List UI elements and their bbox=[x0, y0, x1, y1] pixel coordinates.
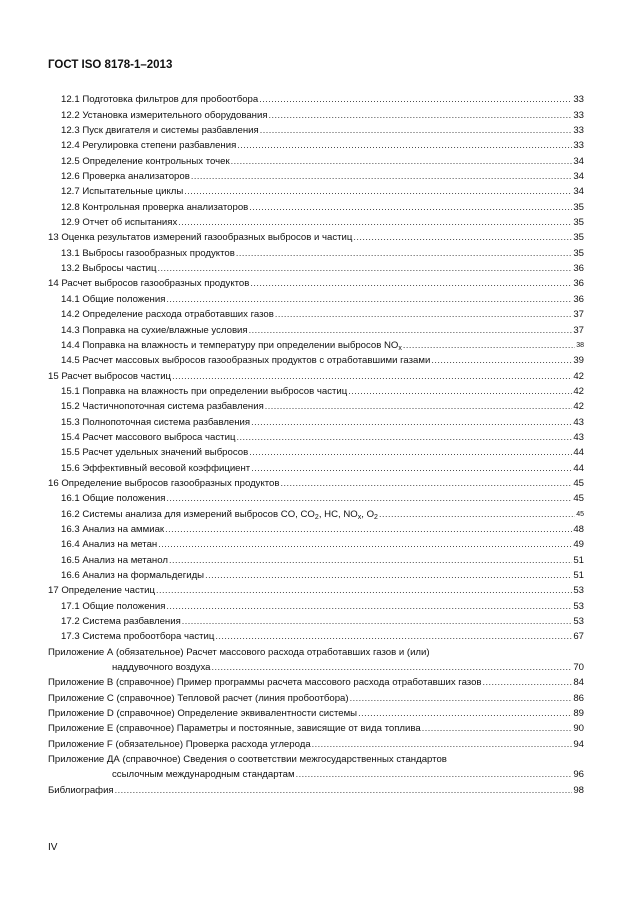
toc-page-number: 44 bbox=[573, 462, 584, 474]
toc-page-number: 33 bbox=[573, 94, 584, 106]
toc-page-number: 34 bbox=[573, 186, 584, 198]
toc-leader-dots bbox=[350, 693, 573, 704]
toc-entry-title: 15.1 Поправка на влажность при определении выбросов частиц bbox=[61, 385, 348, 397]
toc-leader-dots bbox=[169, 555, 572, 566]
toc-entry[interactable] bbox=[48, 612, 584, 627]
toc-page-number: 44 bbox=[573, 447, 584, 459]
toc-page-number: 51 bbox=[573, 570, 584, 581]
toc-entry-title: 14.3 Поправка на сухие/влажные условия bbox=[61, 324, 248, 336]
toc-entry-title: 17 Определение частиц bbox=[48, 585, 156, 597]
toc-entry-title: 12.3 Пуск двигателя и системы разбавления bbox=[61, 125, 259, 137]
toc-leader-dots bbox=[353, 232, 572, 243]
toc-entry[interactable] bbox=[48, 351, 584, 366]
toc-leader-dots bbox=[165, 524, 572, 535]
toc-leader-dots bbox=[358, 708, 572, 719]
toc-leader-dots bbox=[158, 539, 572, 550]
toc-entry[interactable] bbox=[48, 673, 584, 688]
toc-leader-dots bbox=[156, 585, 572, 596]
toc-page-number: 36 bbox=[573, 263, 584, 275]
toc-entry[interactable] bbox=[48, 366, 584, 381]
toc-entry-title: Приложение Е (справочное) Параметры и постоянные, зависящие от вида топлива bbox=[48, 723, 421, 735]
toc-page-number: 48 bbox=[573, 523, 584, 535]
toc-entry[interactable] bbox=[48, 336, 584, 351]
toc-page-number: 39 bbox=[573, 355, 584, 367]
toc-page-number: 35 bbox=[573, 217, 584, 229]
toc-entry[interactable] bbox=[48, 105, 584, 120]
toc-entry[interactable] bbox=[48, 228, 584, 243]
toc-page-number: 84 bbox=[573, 677, 584, 689]
toc-entry-title: ссылочным международным стандартам bbox=[112, 769, 295, 781]
toc-entry[interactable] bbox=[48, 520, 584, 535]
toc-page-number: 43 bbox=[573, 431, 584, 443]
toc-page-number: 42 bbox=[573, 385, 584, 397]
toc-leader-dots bbox=[212, 662, 573, 673]
toc-page-number: 53 bbox=[573, 616, 584, 628]
toc-leader-dots bbox=[312, 739, 573, 750]
toc-page-number: 45 bbox=[576, 510, 584, 518]
toc-entry[interactable] bbox=[48, 151, 584, 166]
toc-entry-title: 14.1 Общие положения bbox=[61, 293, 166, 305]
toc-entry-title: Приложение В (справочное) Пример программы расчета массового расхода отработавших газов bbox=[48, 677, 482, 689]
toc-entry-title: 12.1 Подготовка фильтров для пробоотбора bbox=[61, 94, 259, 106]
toc-leader-dots bbox=[178, 217, 572, 228]
toc-page-number: 35 bbox=[573, 232, 584, 244]
toc-entry[interactable] bbox=[48, 428, 584, 443]
toc-entry[interactable] bbox=[48, 658, 584, 673]
toc-page-number: 42 bbox=[573, 370, 584, 382]
toc-entry[interactable] bbox=[48, 734, 584, 749]
toc-entry-title: 16.6 Анализ на формальдегиды bbox=[61, 570, 205, 581]
toc-page-number: 94 bbox=[573, 738, 584, 750]
toc-entry[interactable] bbox=[48, 474, 584, 489]
toc-page-number: 51 bbox=[573, 554, 584, 566]
toc-entry[interactable] bbox=[48, 289, 584, 304]
toc-entry-title: 15.6 Эффективный весовой коэффициент bbox=[61, 462, 251, 474]
toc-entry-title: 12.2 Установка измерительного оборудования bbox=[61, 109, 268, 121]
toc-page-number: 89 bbox=[573, 708, 584, 720]
toc-leader-dots bbox=[115, 785, 573, 796]
toc-entry[interactable] bbox=[48, 397, 584, 412]
document-header: ГОСТ ISO 8178-1–2013 bbox=[48, 59, 173, 71]
toc-entry-title: 17.1 Общие положения bbox=[61, 600, 166, 612]
table-of-contents bbox=[48, 90, 584, 796]
toc-leader-dots bbox=[182, 616, 573, 627]
toc-entry-title: 12.8 Контрольная проверка анализаторов bbox=[61, 201, 249, 213]
toc-leader-dots bbox=[249, 325, 573, 336]
toc-entry-title: Приложение D (справочное) Определение эквивалентности системы bbox=[48, 708, 358, 720]
toc-leader-dots bbox=[260, 125, 573, 136]
toc-entry-title: 16.4 Анализ на метан bbox=[61, 539, 158, 551]
toc-leader-dots bbox=[184, 186, 572, 197]
toc-entry-title: 14 Расчет выбросов газообразных продуктов bbox=[48, 278, 250, 290]
toc-entry-title: 13.1 Выбросы газообразных продуктов bbox=[61, 247, 235, 259]
toc-entry-title: 16 Определение выбросов газообразных продуктов bbox=[48, 477, 280, 489]
toc-entry[interactable] bbox=[48, 274, 584, 289]
toc-leader-dots bbox=[249, 202, 572, 213]
toc-page-number: 49 bbox=[573, 539, 584, 551]
page-number: IV bbox=[48, 842, 58, 853]
toc-entry[interactable] bbox=[48, 750, 584, 765]
toc-entry-title: 14.4 Поправка на влажность и температуру при определении выбросов $NO_x$ bbox=[61, 339, 402, 352]
toc-leader-dots bbox=[237, 140, 572, 151]
toc-page-number: 86 bbox=[573, 692, 584, 704]
toc-entry[interactable] bbox=[48, 596, 584, 611]
toc-entry-title: 15 Расчет выбросов частиц bbox=[48, 370, 172, 382]
toc-entry-title: Приложение С (справочное) Тепловой расчет (линия пробоотбора) bbox=[48, 692, 349, 704]
toc-leader-dots bbox=[348, 386, 572, 397]
toc-page-number: 36 bbox=[573, 278, 584, 290]
toc-page-number: 42 bbox=[573, 401, 584, 413]
toc-entry-title: 16.1 Общие положения bbox=[61, 493, 166, 505]
toc-entry-title: 13 Оценка результатов измерений газообразных выбросов и частиц bbox=[48, 232, 353, 244]
toc-entry-title: Приложение А (обязательное) Расчет массового расхода отработавших газов и (или) bbox=[48, 646, 430, 658]
toc-entry-title: 12.7 Испытательные циклы bbox=[61, 186, 184, 198]
toc-entry-title: 12.4 Регулировка степени разбавления bbox=[61, 140, 237, 152]
toc-entry[interactable] bbox=[48, 259, 584, 274]
toc-leader-dots bbox=[191, 171, 573, 182]
toc-entry[interactable] bbox=[48, 458, 584, 473]
toc-leader-dots bbox=[296, 769, 573, 780]
toc-leader-dots bbox=[483, 677, 573, 688]
toc-leader-dots bbox=[251, 417, 572, 428]
toc-page-number: 37 bbox=[573, 324, 584, 336]
toc-leader-dots bbox=[205, 570, 572, 581]
toc-entry-title: 16.2 Системы анализа для измерений выбросов CO, $CO_2$, HC, $NO_x$, $O_2$ bbox=[61, 508, 378, 521]
toc-page-number: 36 bbox=[573, 293, 584, 305]
toc-entry-title: 14.5 Расчет массовых выбросов газообразных продуктов с отработавшими газами bbox=[61, 355, 431, 367]
toc-leader-dots bbox=[431, 355, 572, 366]
toc-entry[interactable] bbox=[48, 535, 584, 550]
toc-entry-title: 17.2 Система разбавления bbox=[61, 616, 181, 628]
toc-page-number: 35 bbox=[573, 201, 584, 213]
toc-entry-title: Приложение F (обязательное) Проверка расхода углерода bbox=[48, 738, 311, 750]
toc-page-number: 33 bbox=[573, 109, 584, 121]
toc-entry-title: 16.3 Анализ на аммиак bbox=[61, 523, 165, 535]
toc-page-number: 38 bbox=[576, 341, 584, 349]
toc-entry[interactable] bbox=[48, 197, 584, 212]
toc-entry-title: 14.2 Определение расхода отработавших газов bbox=[61, 309, 274, 321]
toc-leader-dots bbox=[231, 156, 573, 167]
toc-entry[interactable] bbox=[48, 581, 584, 596]
toc-entry-title: 12.6 Проверка анализаторов bbox=[61, 171, 190, 183]
toc-entry-title: 12.5 Определение контрольных точек bbox=[61, 155, 230, 167]
toc-entry[interactable] bbox=[48, 765, 584, 780]
toc-entry[interactable] bbox=[48, 182, 584, 197]
toc-leader-dots bbox=[236, 248, 573, 259]
toc-page-number: 90 bbox=[573, 723, 584, 735]
toc-entry-title: 13.2 Выбросы частиц bbox=[61, 263, 157, 275]
toc-entry[interactable] bbox=[48, 642, 584, 657]
toc-entry[interactable] bbox=[48, 688, 584, 703]
toc-leader-dots bbox=[158, 263, 573, 274]
toc-leader-dots bbox=[250, 278, 572, 289]
toc-entry[interactable] bbox=[48, 443, 584, 458]
toc-page-number: 98 bbox=[573, 784, 584, 796]
toc-entry[interactable] bbox=[48, 627, 584, 642]
toc-page-number: 33 bbox=[573, 125, 584, 137]
toc-entry[interactable] bbox=[48, 320, 584, 335]
toc-leader-dots bbox=[166, 294, 572, 305]
toc-entry-title: наддувочного воздуха bbox=[112, 662, 211, 674]
toc-leader-dots bbox=[281, 478, 573, 489]
toc-entry-title: Приложение ДА (справочное) Сведения о соответствии межгосударственных стандартов bbox=[48, 754, 447, 766]
toc-entry[interactable] bbox=[48, 412, 584, 427]
toc-entry[interactable] bbox=[48, 550, 584, 565]
toc-page-number: 45 bbox=[573, 477, 584, 489]
toc-entry-title: 15.5 Расчет удельных значений выбросов bbox=[61, 447, 249, 459]
toc-page-number: 43 bbox=[573, 416, 584, 428]
toc-entry-title: 12.9 Отчет об испытаниях bbox=[61, 217, 178, 229]
toc-page-number: 33 bbox=[573, 140, 584, 152]
toc-page-number: 35 bbox=[573, 247, 584, 259]
toc-entry[interactable] bbox=[48, 719, 584, 734]
toc-entry[interactable] bbox=[48, 90, 584, 105]
toc-entry[interactable] bbox=[48, 382, 584, 397]
toc-page-number: 37 bbox=[573, 309, 584, 321]
toc-entry[interactable] bbox=[48, 243, 584, 258]
toc-page-number: 53 bbox=[573, 585, 584, 597]
toc-leader-dots bbox=[403, 340, 575, 351]
toc-leader-dots bbox=[251, 463, 572, 474]
toc-page-number: 53 bbox=[573, 600, 584, 612]
toc-entry-title: 17.3 Система пробоотбора частиц bbox=[61, 631, 215, 643]
toc-entry[interactable] bbox=[48, 704, 584, 719]
toc-page-number: 96 bbox=[573, 769, 584, 781]
toc-leader-dots bbox=[269, 110, 573, 121]
toc-entry-title: 15.3 Полнопоточная система разбавления bbox=[61, 416, 251, 428]
toc-entry[interactable] bbox=[48, 121, 584, 136]
toc-page-number: 67 bbox=[573, 631, 584, 643]
toc-leader-dots bbox=[379, 509, 575, 520]
toc-leader-dots bbox=[166, 601, 572, 612]
toc-entry-title: 15.2 Частичнопоточная система разбавления bbox=[61, 401, 264, 413]
toc-leader-dots bbox=[166, 493, 572, 504]
toc-leader-dots bbox=[236, 432, 572, 443]
toc-entry[interactable] bbox=[48, 489, 584, 504]
toc-leader-dots bbox=[265, 401, 573, 412]
toc-entry-title: 16.5 Анализ на метанол bbox=[61, 554, 168, 566]
toc-leader-dots bbox=[172, 371, 572, 382]
toc-page-number: 70 bbox=[573, 662, 584, 674]
toc-entry[interactable] bbox=[48, 780, 584, 795]
toc-entry-title: 15.4 Расчет массового выброса частиц bbox=[61, 431, 236, 443]
toc-leader-dots bbox=[259, 94, 572, 105]
toc-page-number: 34 bbox=[573, 155, 584, 167]
toc-leader-dots bbox=[422, 723, 573, 734]
toc-entry[interactable] bbox=[48, 566, 584, 581]
toc-leader-dots bbox=[215, 631, 572, 642]
toc-entry[interactable] bbox=[48, 167, 584, 182]
toc-entry[interactable] bbox=[48, 213, 584, 228]
toc-entry[interactable] bbox=[48, 136, 584, 151]
toc-leader-dots bbox=[275, 309, 573, 320]
toc-entry[interactable] bbox=[48, 305, 584, 320]
toc-leader-dots bbox=[249, 447, 572, 458]
toc-entry-title: Библиография bbox=[48, 784, 114, 796]
toc-page-number: 34 bbox=[573, 171, 584, 183]
toc-entry[interactable] bbox=[48, 504, 584, 519]
toc-page-number: 45 bbox=[573, 493, 584, 505]
